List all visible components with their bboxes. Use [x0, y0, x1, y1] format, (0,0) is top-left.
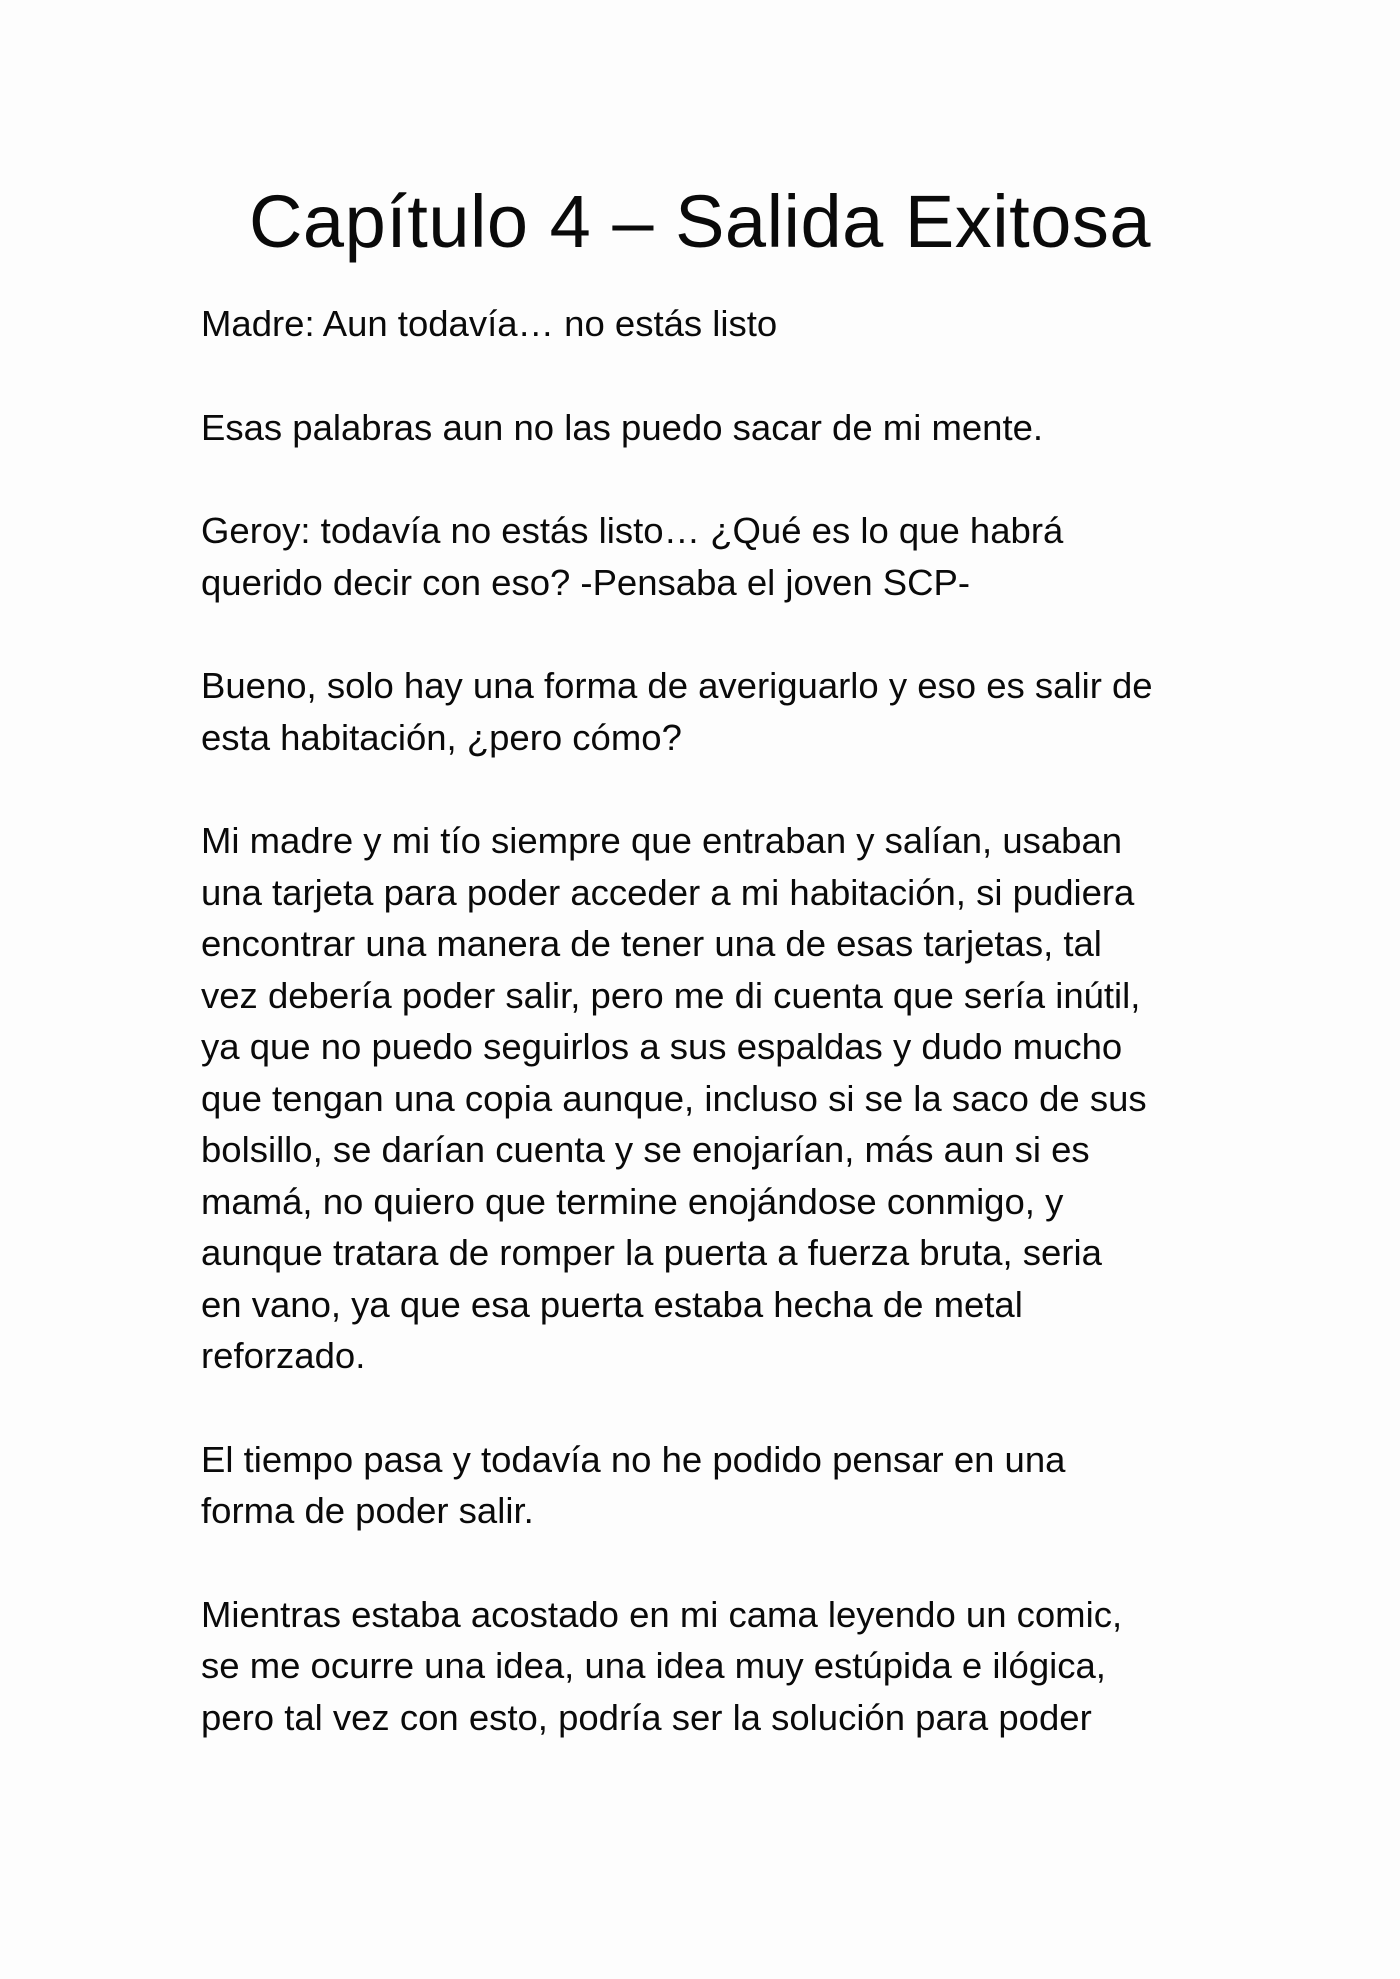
text-line: forma de poder salir.	[201, 1490, 534, 1531]
paragraph	[201, 815, 1211, 1382]
text-line: que tengan una copia aunque, incluso si se la saco de sus	[201, 1077, 1147, 1119]
text-line: se me ocurre una idea, una idea muy estúpida e ilógica,	[201, 1645, 1106, 1686]
text-line: en vano, ya que esa puerta estaba hecha de metal	[201, 1283, 1023, 1325]
text-line: Madre: Aun todavía… no estás listo	[201, 303, 778, 344]
text-line: mamá, no quiero que termine enojándose conmigo, y	[201, 1180, 1064, 1222]
text-line: ya que no puedo seguirlos a sus espaldas y dudo mucho	[201, 1026, 1123, 1067]
text-line: reforzado.	[201, 1335, 366, 1376]
paragraph	[201, 402, 1211, 454]
paragraph	[201, 505, 1211, 608]
text-line: Mientras estaba acostado en mi cama leyendo un comic,	[201, 1593, 1123, 1635]
chapter-title: Capítulo 4 – Salida Exitosa	[248, 180, 1152, 263]
chapter-body	[201, 298, 1211, 1795]
text-line: pero tal vez con esto, podría ser la solución para poder	[201, 1696, 1092, 1738]
paragraph	[201, 1589, 1211, 1744]
text-line: Mi madre y mi tío siempre que entraban y salían, usaban	[201, 820, 1123, 861]
text-line: encontrar una manera de tener una de esas tarjetas, tal	[201, 923, 1102, 964]
text-line: aunque tratara de romper la puerta a fuerza bruta, seria	[201, 1232, 1102, 1273]
text-line: querido decir con eso? -Pensaba el joven SCP-	[201, 561, 970, 603]
text-line: vez debería poder salir, pero me di cuenta que sería inútil,	[201, 974, 1141, 1016]
paragraph	[201, 1434, 1211, 1537]
text-line: bolsillo, se darían cuenta y se enojarían, más aun si es	[201, 1129, 1090, 1170]
text-line: una tarjeta para poder acceder a mi habitación, si pudiera	[201, 871, 1135, 913]
text-line: El tiempo pasa y todavía no he podido pensar en una	[201, 1438, 1066, 1480]
text-line: Esas palabras aun no las puedo sacar de mi mente.	[201, 406, 1044, 448]
paragraph	[201, 660, 1211, 763]
text-line: Geroy: todavía no estás listo… ¿Qué es lo que habrá	[201, 510, 1064, 551]
text-line: esta habitación, ¿pero cómo?	[201, 716, 682, 758]
paragraph	[201, 298, 1211, 350]
text-line: Bueno, solo hay una forma de averiguarlo y eso es salir de	[201, 665, 1153, 706]
